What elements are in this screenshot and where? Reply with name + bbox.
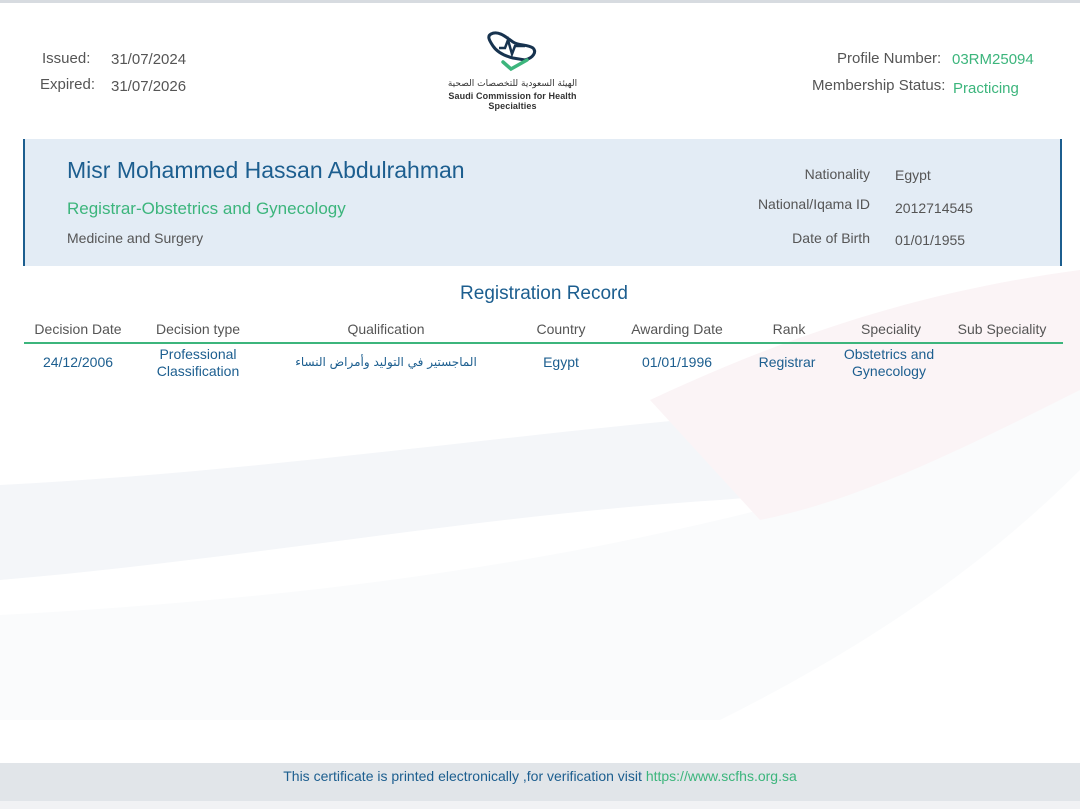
profile-number: 03RM25094 xyxy=(952,51,1034,68)
cell-awarding-date: 01/01/1996 xyxy=(641,354,713,370)
job-title: Registrar-Obstetrics and Gynecology xyxy=(67,199,346,218)
cell-speciality-2: Gynecology xyxy=(852,363,926,379)
expired-date: 31/07/2026 xyxy=(111,78,187,95)
footer-text: This certificate is printed electronically ,for verification visit xyxy=(283,768,646,784)
profile-number-label: Profile Number: xyxy=(837,50,942,67)
cell-decision-type-2: Classification xyxy=(156,363,240,379)
registration-record-title: Registration Record xyxy=(460,283,628,304)
nationality-label: Nationality xyxy=(804,166,870,182)
membership-status-label: Membership Status: xyxy=(812,77,946,94)
bottom-border xyxy=(0,801,1080,809)
nationality-value: Egypt xyxy=(895,167,931,183)
national-id-value: 2012714545 xyxy=(895,200,973,216)
expired-label: Expired: xyxy=(40,76,96,93)
practitioner-name: Misr Mohammed Hassan Abdulrahman xyxy=(67,157,465,183)
col-decision-date: Decision Date xyxy=(34,321,122,337)
cell-decision-date: 24/12/2006 xyxy=(42,354,114,370)
footer-bar xyxy=(0,763,1080,801)
cell-rank: Registrar xyxy=(758,354,816,370)
dob-label: Date of Birth xyxy=(792,230,870,246)
degree: Medicine and Surgery xyxy=(67,230,204,246)
logo-text-arabic: الهيئة السعودية للتخصصات الصحية xyxy=(447,79,578,89)
cell-speciality-1: Obstetrics and xyxy=(843,346,935,362)
cell-qualification: الماجستير في التوليد وأمراض النساء xyxy=(295,355,477,369)
col-country: Country xyxy=(536,321,586,337)
scfhs-logo-icon xyxy=(485,28,541,72)
verification-link[interactable]: https://www.scfhs.org.sa xyxy=(645,768,797,784)
background-watermark xyxy=(0,270,1080,730)
dob-value: 01/01/1955 xyxy=(895,232,966,248)
table-header-divider xyxy=(24,342,1063,344)
cell-country: Egypt xyxy=(543,354,579,370)
col-qualification: Qualification xyxy=(347,321,425,337)
col-decision-type: Decision type xyxy=(155,321,241,337)
top-border xyxy=(0,0,1080,3)
issued-date: 31/07/2024 xyxy=(111,51,187,68)
logo-text-english: Saudi Commission for Health Specialties xyxy=(448,91,577,111)
membership-status: Practicing xyxy=(953,80,1019,97)
cell-decision-type-1: Professional xyxy=(159,346,237,362)
col-rank: Rank xyxy=(772,321,806,337)
issued-label: Issued: xyxy=(42,50,91,67)
scfhs-logo xyxy=(430,28,595,111)
col-sub-speciality: Sub Speciality xyxy=(957,321,1047,337)
col-speciality: Speciality xyxy=(861,321,921,337)
practitioner-info-panel xyxy=(23,139,1062,266)
col-awarding-date: Awarding Date xyxy=(631,321,723,337)
national-id-label: National/Iqama ID xyxy=(757,196,870,212)
